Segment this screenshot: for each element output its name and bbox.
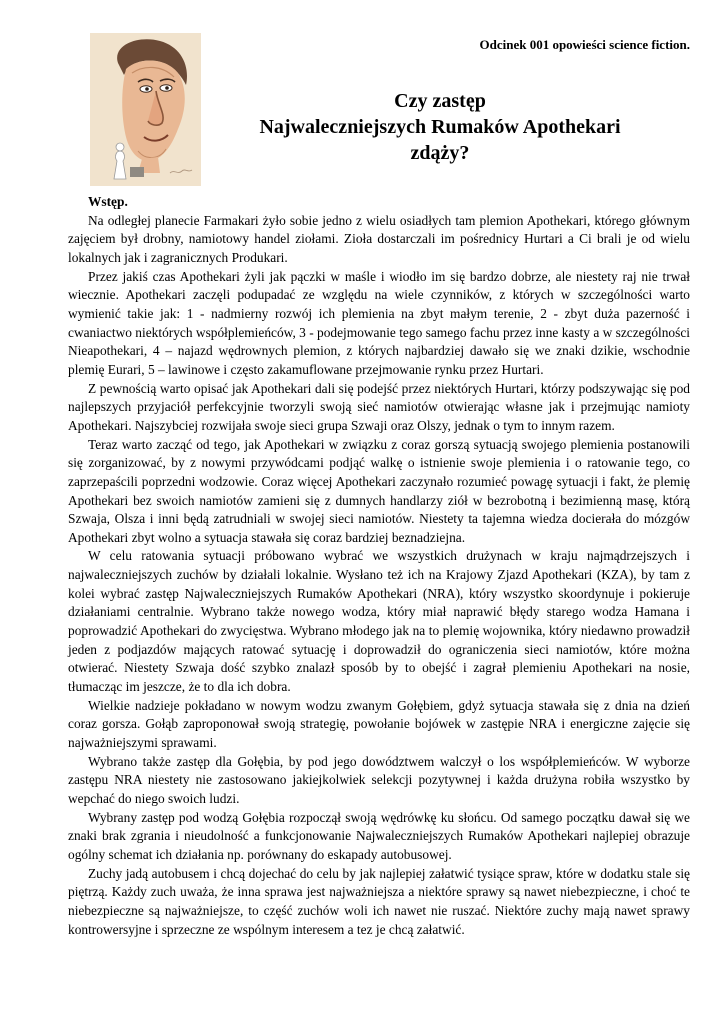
paragraph: Wybrany zastęp pod wodzą Gołębia rozpoczął swoją wędrówkę ku słońcu. Od samego początku dawał się we znaki brak zgrania i nieudolność a funkcjonowanie Najwaleczniejszych Rumaków Apothekari najlepiej obrazuje ogólny schemat ich działania np. porównany do eskapady autobusowej. [68,809,690,862]
caricature-portrait-icon [90,33,201,186]
paragraph: Wielkie nadzieje pokładano w nowym wodzu zwanym Gołębiem, gdyż sytuacja stawała się z dnia na dzień coraz gorsza. Gołąb zaproponował swoją strategię, powołanie bojówek w zastępie NRA i energiczne zajęcie się najważniejszymi sprawami. [68,697,690,751]
section-heading: Wstęp. [88,194,128,209]
title-line-3: zdąży? [410,142,470,164]
paragraph: Teraz warto zacząć od tego, jak Apothekari w związku z coraz gorszą sytuacją swojego plemienia postanowili się zorganizować, by z nowymi przywódcami podjąć walkę o istnienie swoje plemienia i o ratowanie tego, co zaprzepaścili poprzedni wodzowie. Coraz więcej Apothekari zaczynało rozumieć powagę sytuacji i fakt, że plemię Apothekari bez swoich namiotów zamieni się z dumnych handlarzy ziół w bezrobotną i bezimienną masę, którą Szwaja, Olsza i inni będą zatrudniali w swojej sieci namiotów. Niestety ta tajemna wiedza docierała do mózgów Apothekari zbyt wolno a sytuacja stawała się coraz bardziej beznadziejna. [68,436,690,545]
paragraph: W celu ratowania sytuacji próbowano wybrać we wszystkich drużynach w kraju najmądrzejszych i najwaleczniejszych zuchów by działali lokalnie. Wysłano też ich na Krajowy Zjazd Apothekari (KZA), by tam z kolei wybrać zastęp Najwaleczniejszych Rumaków Apothekari (NRA), który wszystko skoordynuje i pokieruje działaniami centralnie. Wybrano także nowego wodza, który miał naprawić błędy starego wodza Hamana i poprowadzić Apothekari do zwycięstwa. Wybrano młodego jak na to plemię wojownika, który niedawno prowadził jeden z podjazdów mających ratować sytuację i doprowadził do ograniczenia sieci namiotów, które można otwierać. Niestety Szwaja dość szybko znalazł sposób by to obejść i zagrał plemieniu Apothekari na nosie, tłumacząc im jeszcze, że to dla ich dobra. [68,548,690,695]
page-title [225,88,655,166]
title-line-1: Czy zastęp [394,90,486,112]
title-line-2: Najwaleczniejszych Rumaków Apothekari [259,116,621,138]
paragraph: Wybrano także zastęp dla Gołębia, by pod jego dowództwem walczył o los współplemieńców. W wyborze zastępu NRA niestety nie zastosowano jakiejkolwiek selekcji pozytywnej i każda drużyna robiła wszystko by wepchać do niego swoich ludzi. [68,753,690,806]
paragraph: Zuchy jadą autobusem i chcą dojechać do celu by jak najlepiej załatwić tysiące spraw, które w dodatku stale się piętrzą. Każdy zuch uważa, że inna sprawa jest najważniejsza a niektóre sprawy są nawet niebezpieczne, i choć te niebezpieczne są najważniejsze, to część zuchów woli ich nawet nie ruszać. Niektóre zuchy mają nawet sprawy kontrowersyjne i sprzeczne ze wspólnym interesem a tez je chcą załatwić. [68,865,690,937]
series-label: Odcinek 001 opowieści science fiction. [479,37,690,52]
paragraph: Z pewnością warto opisać jak Apothekari dali się podejść przez niektórych Hurtari, którzy podszywając się pod najlepszych przyjaciół perfekcyjnie tworzyli swoją sieć namiotów otwierając własne jak i przejmując namioty Apothekari. Najszybciej rozwijała swoje sieci grupa Szwaji oraz Olszy, jednak o tym to innym razem. [68,380,690,433]
paragraph: Przez jakiś czas Apothekari żyli jak pączki w maśle i wiodło im się bardzo dobrze, ale niestety raj nie trwał wiecznie. Apothekari zaczęli podupadać ze względu na wiele czynników, z których w szczególności warto wymienić takie jak: 1 - nadmierny rozwój ich plemienia na zbyt małym terenie, 2 - zbyt duża pazerność i cwaniactwo niektórych współplemieńców, 3 - podejmowanie tego samego fachu przez inne kasty a w szczególności Nieapothekari, 4 – najazd wędrownych plemion, z których najbardziej dawało się we znaki dzikie, wschodnie plemię Eurari, 5 – lawinowe i często zakamuflowane przejmowanie rynku przez Hurtari. [68,268,690,377]
article-body [68,193,690,939]
paragraph: Na odległej planecie Farmakari żyło sobie jedno z wielu osiadłych tam plemion Apothekari, którego głównym zajęciem był drobny, namiotowy handel ziołami. Zioła dostarczali im pośrednicy Hurtari a Ci brali je od wielu lokalnych jak i zagranicznych Produkari. [68,212,690,265]
